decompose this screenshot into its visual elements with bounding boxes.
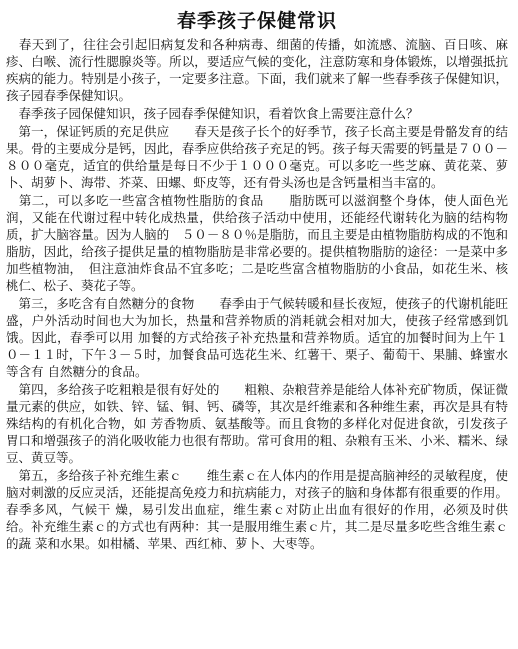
paragraph-sugar: 第三，多吃含有自然糖分的食物 春季由于气候转暖和昼长夜短，使孩子的代谢机能旺盛，户外活动时间也大为加长，热量和营养物质的消耗就会相对加大，使孩子经常感到饥饿。因此，春季可以用 加餐的方式给孩子补充热量和营养物质。适宜的加餐时间为上午１０－１１时，下午３－５时，加餐食品可选花生米、红薯干、栗子、葡萄干、果脯、蜂蜜水等含有 自然糖分的食品。: [6, 296, 508, 379]
paragraph-grains: 第四，多给孩子吃粗粮是很有好处的 粗粮、杂粮营养是能给人体补充矿物质，保证微量元素的供应，如铁、锌、锰、铜、钙、磷等，其次是纤维素和各种维生素，再次是具有特殊结构的有机化合物，如 芳香物质、氨基酸等。而且食物的多样化对促进食欲，引发孩子胃口和增强孩子的消化吸收能力也很有帮助。常可食用的粗、杂粮有玉米、小米、糯米、绿豆、黄豆等。: [6, 382, 508, 465]
article-title: 春季孩子保健常识: [176, 10, 337, 32]
paragraph-question: 春季孩子园保健知识，孩子园春季保健知识，看着饮食上需要注意什么？: [6, 106, 419, 121]
paragraph-intro: 春天到了，往往会引起旧病复发和各种病毒、细菌的传播，如流感、流脑、百日咳、麻疹、白喉、流行性腮腺炎等。所以，要适应气候的变化，注意防寒和身体锻炼，以增强抵抗疾病的能力。特别是小孩子，一定要多注意。下面，我们就来了解一些春季孩子保健知识，孩子园春季保健知识。: [6, 37, 508, 103]
paragraph-vitamin-c: 第五，多给孩子补充维生素ｃ 维生素ｃ在人体内的作用是提高脑神经的灵敏程度，使脑对刺激的反应灵活，还能提高免疫力和抗病能力，对孩子的脑和身体都有很重要的作用。春季多风，气候干 燥，易引发出血症，维生素ｃ对防止出血有很好的作用，必须及时供给。补充维生素ｃ的方式也有两种：其一是服用维生素ｃ片，其二是尽量多吃些含维生素ｃ的蔬 菜和水果。如柑橘、苹果、西红柿、萝卜、大枣等。: [6, 468, 508, 551]
paragraph-calcium: 第一，保证钙质的充足供应 春天是孩子长个的好季节，孩子长高主要是骨骼发育的结果。骨的主要成分是钙，因此，春季应供给孩子充足的钙。孩子每天需要的钙量是７００－８００毫克，适宜的供给量是每日不少于１０００毫克。可以多吃一些芝麻、黄花菜、萝卜、胡萝卜、海带、芥菜、田螺、虾皮等，还有骨头汤也是含钙量相当丰富的。: [6, 124, 508, 190]
paragraph-fat: 第二，可以多吃一些富含植物性脂肪的食品 脂肪既可以滋润整个身体，使人面色光润，又能在代谢过程中转化成热量，供给孩子活动中使用，还能经代谢转化为脑的结构物质，扩大脑容量。因为人脑的 ５０－８０％是脂肪，而且主要是由植物脂肪构成的不饱和脂肪，因此，给孩子提供足量的植物脂肪是非常必要的。提供植物脂肪的途径：一是菜中多加些植物油， 但注意油炸食品不宜多吃；二是吃些富含植物脂肪的小食品，如花生米、核桃仁、松子、葵花子等。: [6, 193, 508, 293]
